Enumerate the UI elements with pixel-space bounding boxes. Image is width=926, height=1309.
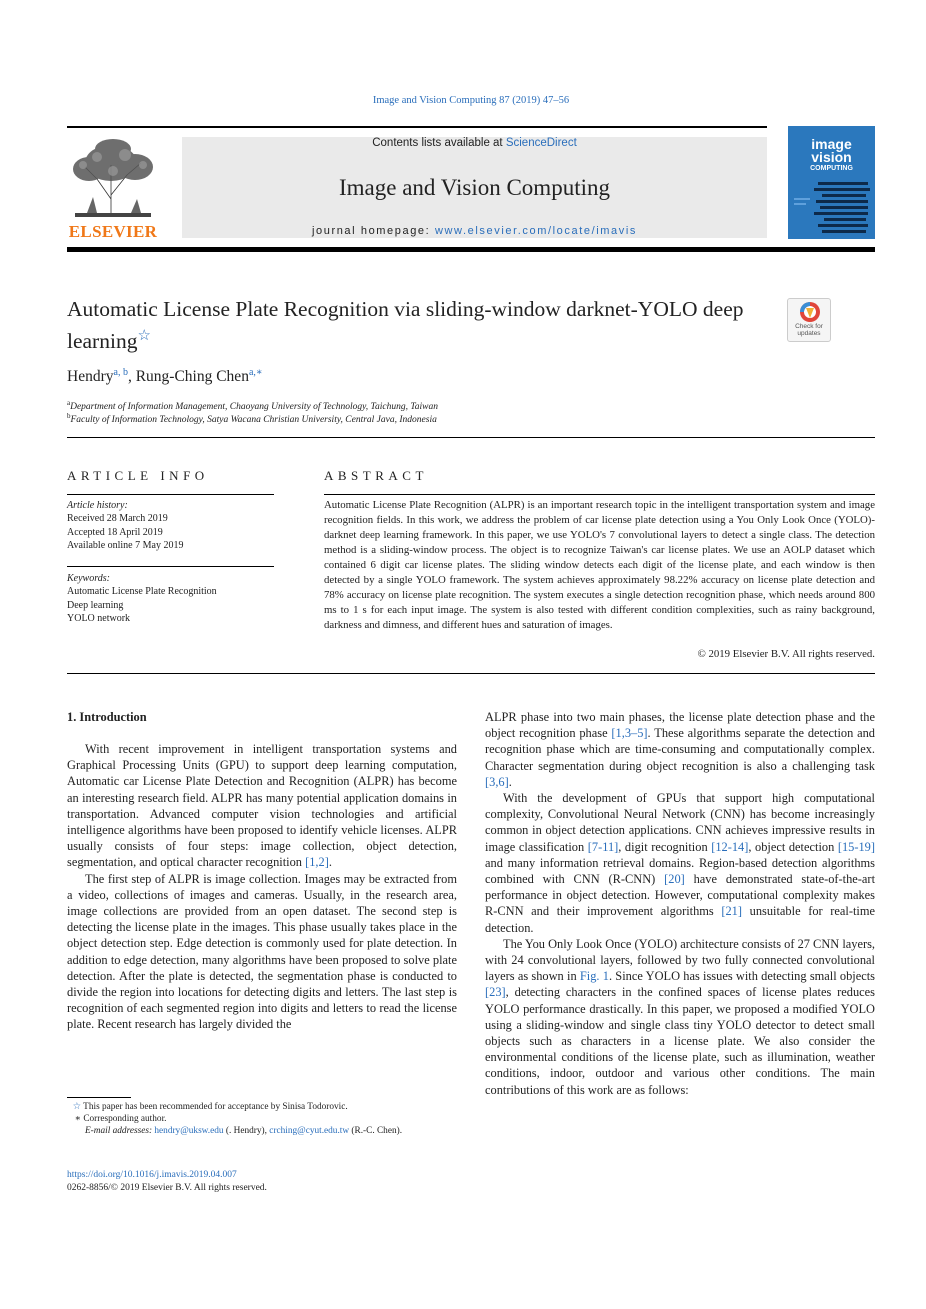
keyword: Automatic License Plate Recognition (67, 586, 217, 598)
paper-title: Automatic License Plate Recognition via sliding-window darknet-YOLO deep learning☆ (67, 297, 744, 354)
paragraph: ALPR phase into two main phases, the license plate detection phase and the object recognition phase [1,3–5]. These algorithms separate the detection and recognition phase which are time-consuming and computationally complex. Character segmentation during object recognition is also a challenging task [3,6]. (485, 710, 875, 789)
abstract-copyright: © 2019 Elsevier B.V. All rights reserved. (697, 648, 875, 660)
homepage-link[interactable]: www.elsevier.com/locate/imavis (434, 225, 638, 237)
article-history: Article history: Received 28 March 2019 Accepted 18 April 2019 Available online 7 May 2019 (67, 500, 184, 551)
footnote-star: ☆ This paper has been recommended for acceptance by Sinisa Todorovic. (67, 1101, 462, 1113)
contents-line (182, 137, 767, 149)
reference-link[interactable]: [1,3–5] (611, 726, 648, 741)
reference-link[interactable]: [20] (664, 872, 685, 887)
contents-prefix: Contents lists available at (372, 137, 503, 149)
footnote-rule (67, 1097, 131, 1098)
paragraph: The You Only Look Once (YOLO) architecture consists of 27 CNN layers, with 24 convolutional layers, followed by two fully connected convolutional layers as shown in Fig. 1. Since YOLO has issues with detecting small objects [23], detecting characters in the confined spaces of license plates reduces YOLO performance drastically. In this paper, we proposed a modified YOLO using a sliding-window and single class tiny YOLO detector to detect small objects such as characters in a license plate. We also consider the environmental conditions of the license plate, such as illumination, weather conditions, indoor, outdoor and various other conditions. The main contributions of this work are as follows: (485, 936, 876, 1097)
reference-link[interactable]: [12-14] (711, 839, 749, 854)
reference-link[interactable]: [15-19] (837, 839, 876, 854)
footnote-corresponding: ∗ Corresponding author. (74, 1114, 167, 1124)
abstract-bottom-rule (67, 673, 875, 674)
reference-link[interactable]: [7-11] (587, 839, 619, 854)
abstract-heading: ABSTRACT (324, 468, 428, 483)
header-rule (67, 126, 767, 128)
body-left-column (67, 741, 457, 1033)
author-affil-mark[interactable]: a, b (113, 367, 128, 378)
footnotes (67, 1101, 462, 1137)
doi-link[interactable]: https://doi.org/10.1016/j.imavis.2019.04.007 (67, 1170, 237, 1180)
affiliation-rule (67, 437, 875, 438)
reference-link[interactable]: [23] (485, 985, 506, 1000)
footer (67, 1169, 267, 1195)
title-footnote-star-icon[interactable]: ☆ (137, 328, 151, 344)
keywords-rule (67, 566, 274, 567)
abstract-text: Automatic License Plate Recognition (ALPR) is an important research topic in the intelligent transportation system and image recognition fields. In this work, we address the problem of car license plate detection using a You Only Look Once (YOLO)-darknet deep learning framework. In this paper, we use YOLO's 7 convolutional layers to detect a single class. The detection method is a sliding-window process. The object is to recognize Taiwan's car license plates. We use an AOLP dataset which contained 6 digit car license plates. The sliding window detects each digit of the license plate, and each window is then detected by a single YOLO framework. The system achieves approximately 98.22% accuracy on license plate detection and 78% accuracy on license plate recognition. The system executes a single detection recognition phase, which needs around 800 ms to 1 s for each input image. The system is also tested with different condition complexities, such as rainy background, darkness and dimness, and different hues and saturation of images. (324, 499, 875, 631)
elsevier-wordmark: ELSEVIER (68, 222, 158, 241)
journal-cover-image (788, 126, 875, 239)
paragraph: The first step of ALPR is image collection. Images may be extracted from a video, collections of images and cameras. Usually, in the research area, image collections are provided from an open dataset. The second step is detecting the license plate in the images. This phase usually takes place in the object detection step. Edge detection is commonly used for plate detection. In addition to edge detection, many algorithms have been proposed to solve plate detection. After the plate is detected, the segmentation phase is conducted to divide the region into locations for detecting digits and letters. The last step is recognition of each segmented region into digits and letters to read the license plate. Recent research has largely divided the (67, 871, 457, 1032)
figure-link[interactable]: Fig. 1 (579, 969, 609, 984)
body-right-column (485, 709, 875, 1098)
reference-link[interactable]: [21] (721, 904, 743, 919)
cover-title: image vision COMPUTING (810, 136, 853, 172)
email-link[interactable]: crching@cyut.edu.tw (269, 1126, 350, 1136)
article-info-rule (67, 494, 274, 495)
homepage-line (182, 225, 767, 237)
homepage-prefix: journal homepage: (311, 225, 431, 237)
article-info-heading: ARTICLE INFO (67, 468, 209, 483)
sciencedirect-link[interactable]: ScienceDirect (505, 137, 577, 149)
abstract-rule (324, 494, 875, 495)
paragraph: With the development of GPUs that support high computational complexity, Convolutional Neural Network (CNN) has become increasingly common in object detection applications. CNN achieves impressive results in image classification [7-11], digit recognition [12-14], object detection [15-19] and many information retrieval domains. Region-based detection algorithms combined with CNN (R-CNN) [20] have demonstrated state-of-the-art performance in object detection. However, computational complexity makes R-CNN and their improvement algorithms [21] unsuitable for real-time detection. (485, 791, 876, 935)
journal-title: Image and Vision Computing (339, 175, 610, 200)
crossmark-label: Check for updates (795, 323, 823, 337)
reference-link[interactable]: [1,2] (305, 855, 329, 870)
author-name: Rung-Ching Chen (135, 368, 249, 386)
star-icon: ☆ (72, 1102, 81, 1112)
reference-link[interactable]: [3,6] (485, 774, 509, 789)
paragraph: With recent improvement in intelligent transportation systems and Graphical Processing Units (GPU) to support deep learning computation, Automatic car License Plate Detection and Recognition (ALPR) has become an interesting research field. ALPR has many potential application domains in transportation. Advanced computer vision technologies and artificial intelligence algorithms have been proposed to identify vehicle licenses. ALPR usually consists of four steps: image collection, object detection, segmentation, and optical character recognition [1,2]. (67, 742, 457, 870)
keyword: Deep learning (67, 599, 124, 611)
author-affil-mark[interactable]: a,∗ (248, 367, 263, 378)
affiliation-a: $^a$Department of Information Management, Chaoyang University of Technology, Taichung, Taiwan (67, 399, 438, 413)
issn-line: 0262-8856/© 2019 Elsevier B.V. All rights reserved. (67, 1183, 267, 1193)
journal-citation-link[interactable]: Image and Vision Computing 87 (2019) 47–56 (372, 95, 570, 106)
footnote-emails: E-mail addresses: hendry@uksw.edu (. Hendry), crching@cyut.edu.tw (R.-C. Chen). (85, 1126, 403, 1136)
keywords-block: Keywords: Automatic License Plate Recognition Deep learning YOLO network (67, 573, 217, 624)
author-name: Hendry (67, 368, 114, 386)
keyword: YOLO network (67, 612, 131, 624)
email-link[interactable]: hendry@uksw.edu (154, 1126, 224, 1136)
section-heading: 1. Introduction (67, 710, 147, 724)
cover-graphic (788, 178, 875, 239)
masthead-rule (67, 247, 875, 252)
author-list: Hendry$^{a, b}$, Rung-Ching Chen$^{a,∗}$ (67, 367, 263, 386)
affiliation-b: $^b$Faculty of Information Technology, Satya Wacana Christian University, Central Java, Indonesia (67, 412, 437, 426)
crossmark-icon (788, 299, 832, 325)
